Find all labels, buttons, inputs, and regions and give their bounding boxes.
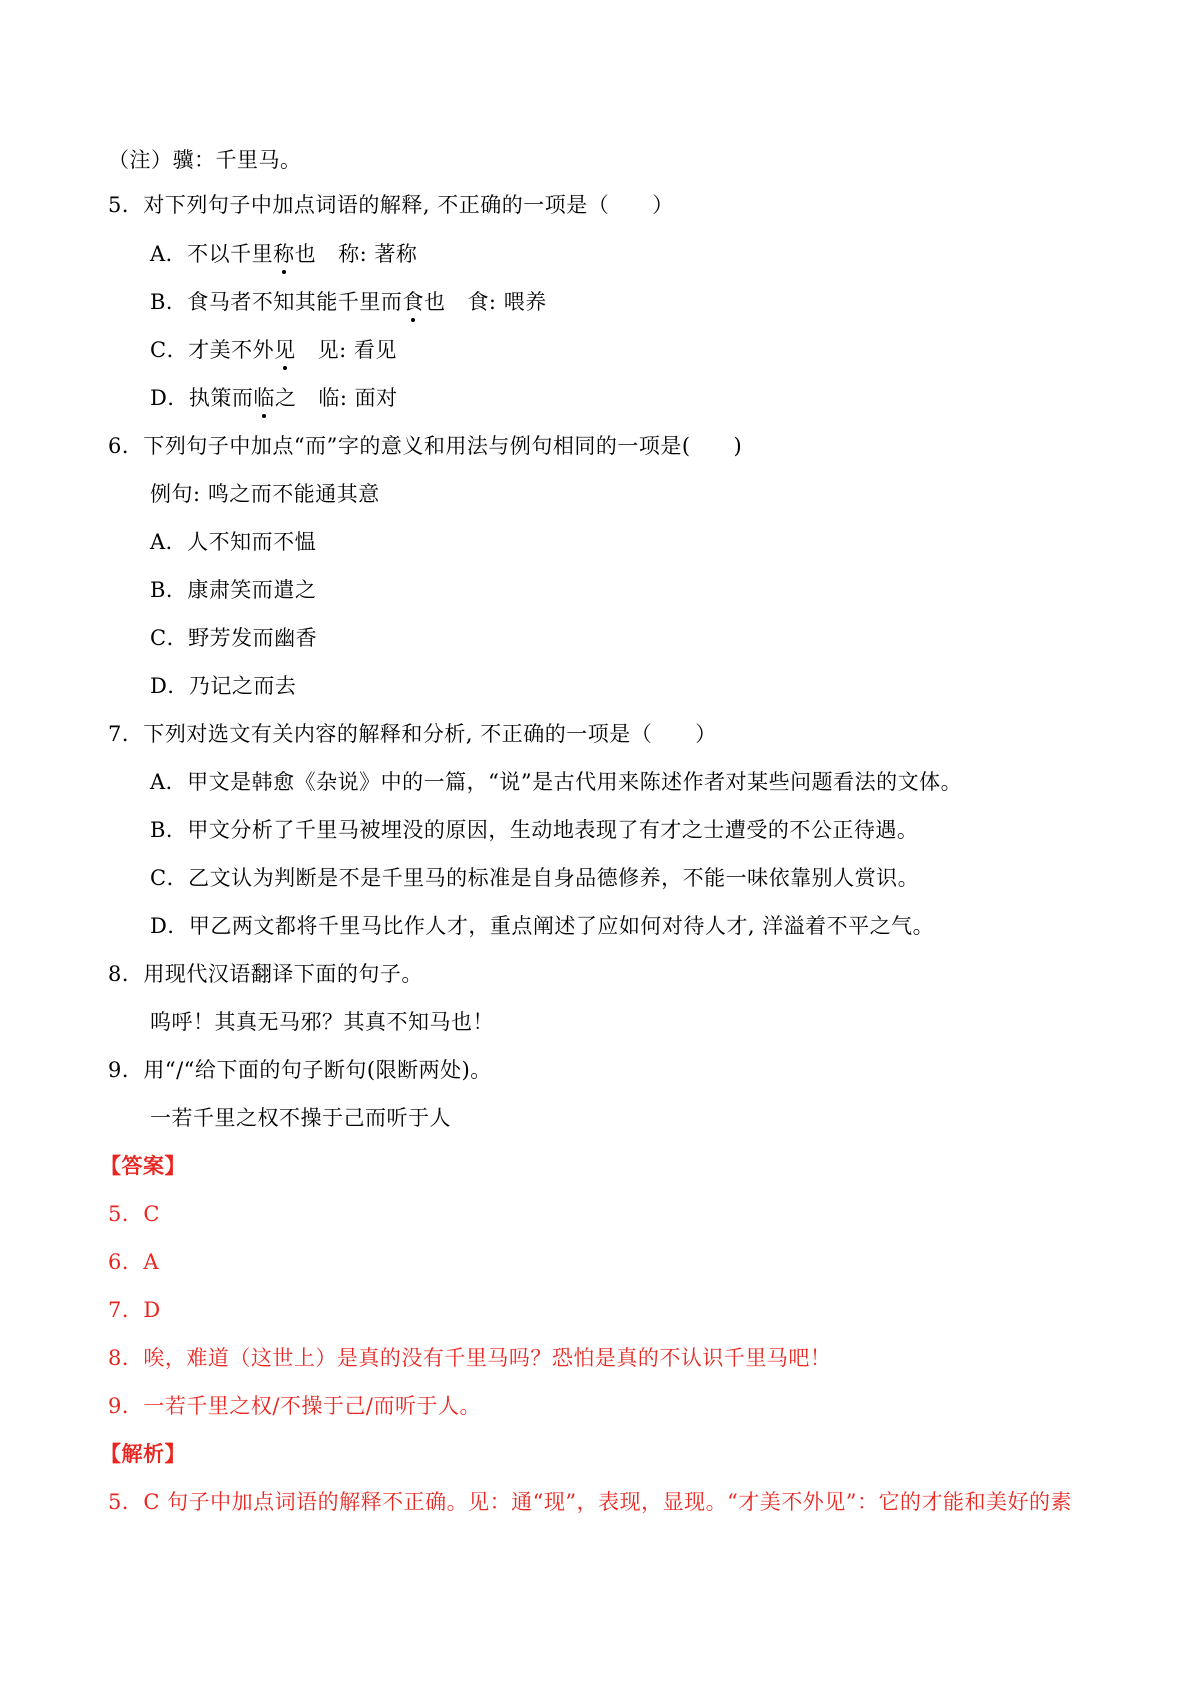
q6-option-b: B．康肃笑而遣之 bbox=[150, 578, 317, 602]
note-line: （注）骥：千里马。 bbox=[108, 148, 302, 172]
answer-item-7: 7．D bbox=[108, 1298, 161, 1322]
q5-option-d-pre: D．执策而 bbox=[150, 386, 254, 410]
q5-option-a-dot-word: 称 bbox=[273, 242, 295, 266]
q5-option-c-gloss: 见: 看见 bbox=[317, 338, 397, 362]
answer-item-8: 8．唉，难道（这世上）是真的没有千里马吗？恐怕是真的不认识千里马吧！ bbox=[108, 1346, 832, 1370]
q5-option-a-pre: A．不以千里 bbox=[150, 242, 274, 266]
answer-item-9: 9．一若千里之权/不操于己/而听于人。 bbox=[108, 1394, 482, 1418]
q7-option-d: D．甲乙两文都将千里马比作人才，重点阐述了应如何对待人才, 洋溢着不平之气。 bbox=[150, 914, 935, 938]
q5-option-a-gloss: 称: 著称 bbox=[338, 242, 418, 266]
q8-stem: 8．用现代汉语翻译下面的句子。 bbox=[108, 962, 423, 986]
q5-option-b-gloss: 食: 喂养 bbox=[467, 290, 547, 314]
q6-stem: 6．下列句子中加点“而”字的意义和用法与例句相同的一项是( ) bbox=[108, 434, 743, 458]
answer-item-6: 6．A bbox=[108, 1250, 160, 1274]
answer-heading: 【答案】 bbox=[100, 1153, 186, 1178]
q5-stem: 5．对下列句子中加点词语的解释, 不正确的一项是（ ） bbox=[108, 193, 674, 217]
q6-option-d: D．乃记之而去 bbox=[150, 674, 297, 698]
q7-option-a: A．甲文是韩愈《杂说》中的一篇，“说”是古代用来陈述作者对某些问题看法的文体。 bbox=[150, 770, 963, 794]
answer-item-5: 5．C bbox=[108, 1202, 160, 1226]
q5-option-c-dot-word: 见 bbox=[274, 338, 296, 362]
q6-option-c: C．野芳发而幽香 bbox=[150, 626, 318, 650]
q5-option-b bbox=[150, 288, 547, 316]
q9-sentence: 一若千里之权不操于己而听于人 bbox=[150, 1106, 451, 1130]
q5-option-d-gloss: 临: 面对 bbox=[318, 386, 398, 410]
q7-stem: 7．下列对选文有关内容的解释和分析, 不正确的一项是（ ） bbox=[108, 722, 717, 746]
q5-option-b-post: 也 bbox=[423, 290, 446, 314]
analysis-line-5: 5．C 句子中加点词语的解释不正确。见：通“现”，表现，显现。“才美不外见”：它的才能和美好的素 bbox=[108, 1490, 1073, 1514]
q5-option-d bbox=[150, 384, 398, 412]
q5-option-d-dot-word: 临 bbox=[253, 386, 275, 410]
analysis-heading: 【解析】 bbox=[100, 1441, 186, 1466]
q9-stem: 9．用“/“给下面的句子断句(限断两处)。 bbox=[108, 1058, 492, 1082]
q5-option-a bbox=[150, 240, 417, 268]
q7-option-c: C．乙文认为判断是不是千里马的标准是自身品德修养，不能一味依靠别人赏识。 bbox=[150, 866, 920, 890]
q6-example: 例句: 鸣之而不能通其意 bbox=[150, 482, 380, 506]
q8-sentence: 呜呼！其真无马邪？其真不知马也！ bbox=[150, 1010, 494, 1034]
q7-option-b: B．甲文分析了千里马被埋没的原因，生动地表现了有才之士遭受的不公正待遇。 bbox=[150, 818, 919, 842]
q5-option-c bbox=[150, 336, 397, 364]
q5-option-c-pre: C．才美不外 bbox=[150, 338, 275, 362]
q5-option-b-pre: B．食马者不知其能千里而 bbox=[150, 290, 403, 314]
q6-option-a: A．人不知而不愠 bbox=[150, 530, 317, 554]
q5-option-a-post: 也 bbox=[294, 242, 317, 266]
q5-option-b-dot-word: 食 bbox=[402, 290, 424, 314]
q5-option-d-post: 之 bbox=[274, 386, 297, 410]
